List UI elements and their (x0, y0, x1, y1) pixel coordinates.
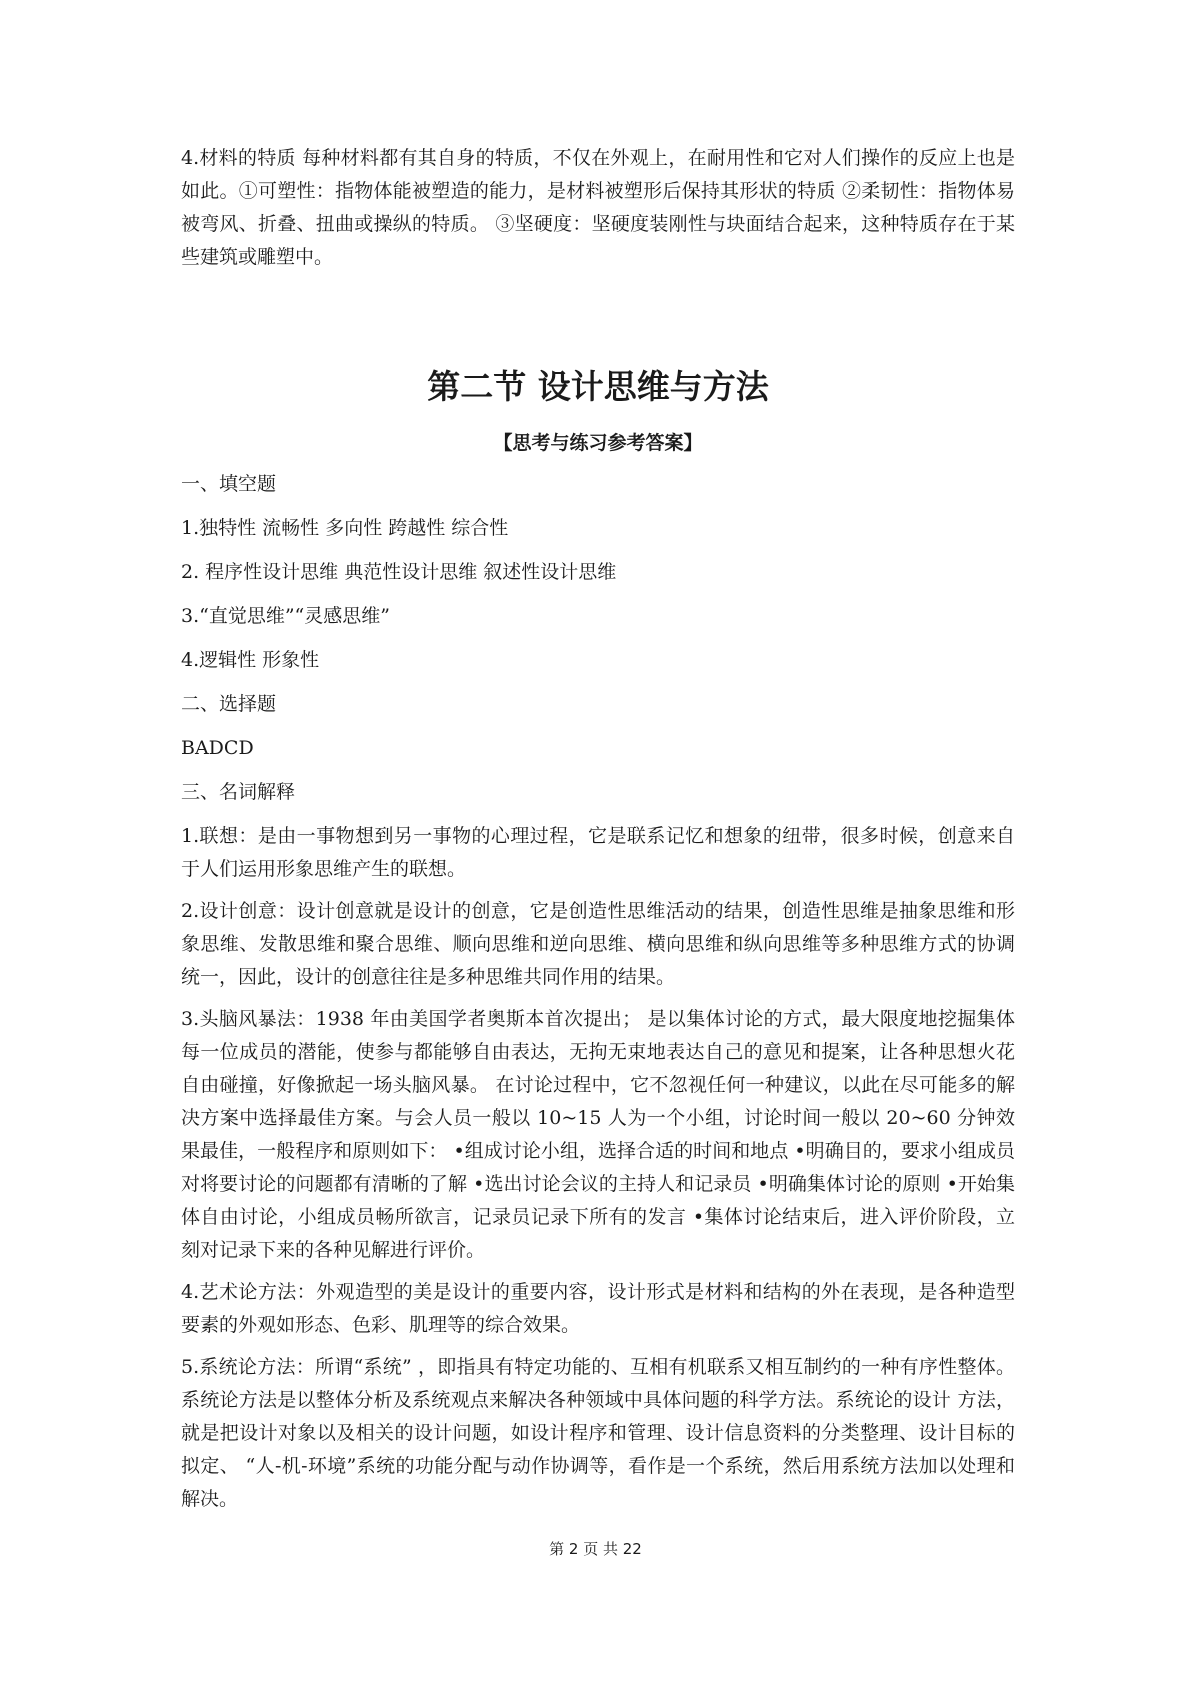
material-properties-paragraph: 4.材料的特质 每种材料都有其自身的特质，不仅在外观上，在耐用性和它对人们操作的反应上也是如此。①可塑性：指物体能被塑造的能力，是材料被塑形后保持其形状的特质 ②柔韧性：指物体易被弯风、折叠、扭曲或操纵的特质。 ③坚硬度：坚硬度装刚性与块面结合起来，这种特质存在于某些建筑或雕塑中。 (181, 147, 1015, 268)
fill-blank-answer-1: 1.独特性 流畅性 多向性 跨越性 综合性 (181, 517, 509, 539)
fill-blank-answer-3: 3.“直觉思维”“灵感思维” (181, 605, 390, 627)
fill-blank-answer-4: 4.逻辑性 形象性 (181, 649, 320, 671)
fill-blank-title: 一、填空题 (181, 473, 277, 495)
page-number-footer: 第 2 页 共 22 (549, 1540, 642, 1558)
choice-title: 二、选择题 (181, 693, 277, 715)
term-association: 1.联想：是由一事物想到另一事物的心理过程，它是联系记忆和想象的纽带，很多时候，创意来自于人们运用形象思维产生的联想。 (181, 825, 1015, 880)
page-content (181, 142, 1015, 1525)
term-brainstorming: 3.头脑风暴法：1938 年由美国学者奥斯本首次提出； 是以集体讨论的方式，最大限度地挖掘集体每一位成员的潜能，使参与都能够自由表达，无拘无束地表达自己的意见和提案，让各种思想火花自由碰撞，好像掀起一场头脑风暴。 在讨论过程中，它不忽视任何一种建议，以此在尽可能多的解决方案中选择最佳方案。与会人员一般以 10~15 人为一个小组，讨论时间一般以 20~60 分钟效果最佳，一般程序和原则如下： •组成讨论小组，选择合适的时间和地点 •明确目的，要求小组成员对将要讨论的问题都有清晰的了解 •选出讨论会议的主持人和记录员 •明确集体讨论的原则 •开始集体自由讨论，小组成员畅所欲言，记录员记录下所有的发言 •集体讨论结束后，进入评价阶段，立刻对记录下来的各种见解进行评价。 (181, 1008, 1015, 1261)
fill-blank-answer-2: 2. 程序性设计思维 典范性设计思维 叙述性设计思维 (181, 561, 617, 583)
term-art-method: 4.艺术论方法：外观造型的美是设计的重要内容，设计形式是材料和结构的外在表现，是各种造型要素的外观如形态、色彩、肌理等的综合效果。 (181, 1281, 1015, 1336)
term-systems-method: 5.系统论方法：所谓“系统” ，即指具有特定功能的、互相有机联系又相互制约的一种有序性整体。系统论方法是以整体分析及系统观点来解决各种领域中具体问题的科学方法。系统论的设计 方法，就是把设计对象以及相关的设计问题，如设计程序和管理、设计信息资料的分类整理、设计目标的拟定、 “人-机-环境”系统的功能分配与动作协调等，看作是一个系统，然后用系统方法加以处理和解决。 (181, 1356, 1015, 1510)
section-title: 第二节 设计思维与方法 (427, 367, 769, 406)
answers-heading: 【思考与练习参考答案】 (493, 432, 703, 454)
choice-answer: BADCD (181, 737, 254, 759)
term-design-creativity: 2.设计创意：设计创意就是设计的创意，它是创造性思维活动的结果，创造性思维是抽象思维和形象思维、发散思维和聚合思维、顺向思维和逆向思维、横向思维和纵向思维等多种思维方式的协调统一，因此，设计的创意往往是多种思维共同作用的结果。 (181, 900, 1015, 988)
terms-title: 三、名词解释 (181, 781, 296, 803)
